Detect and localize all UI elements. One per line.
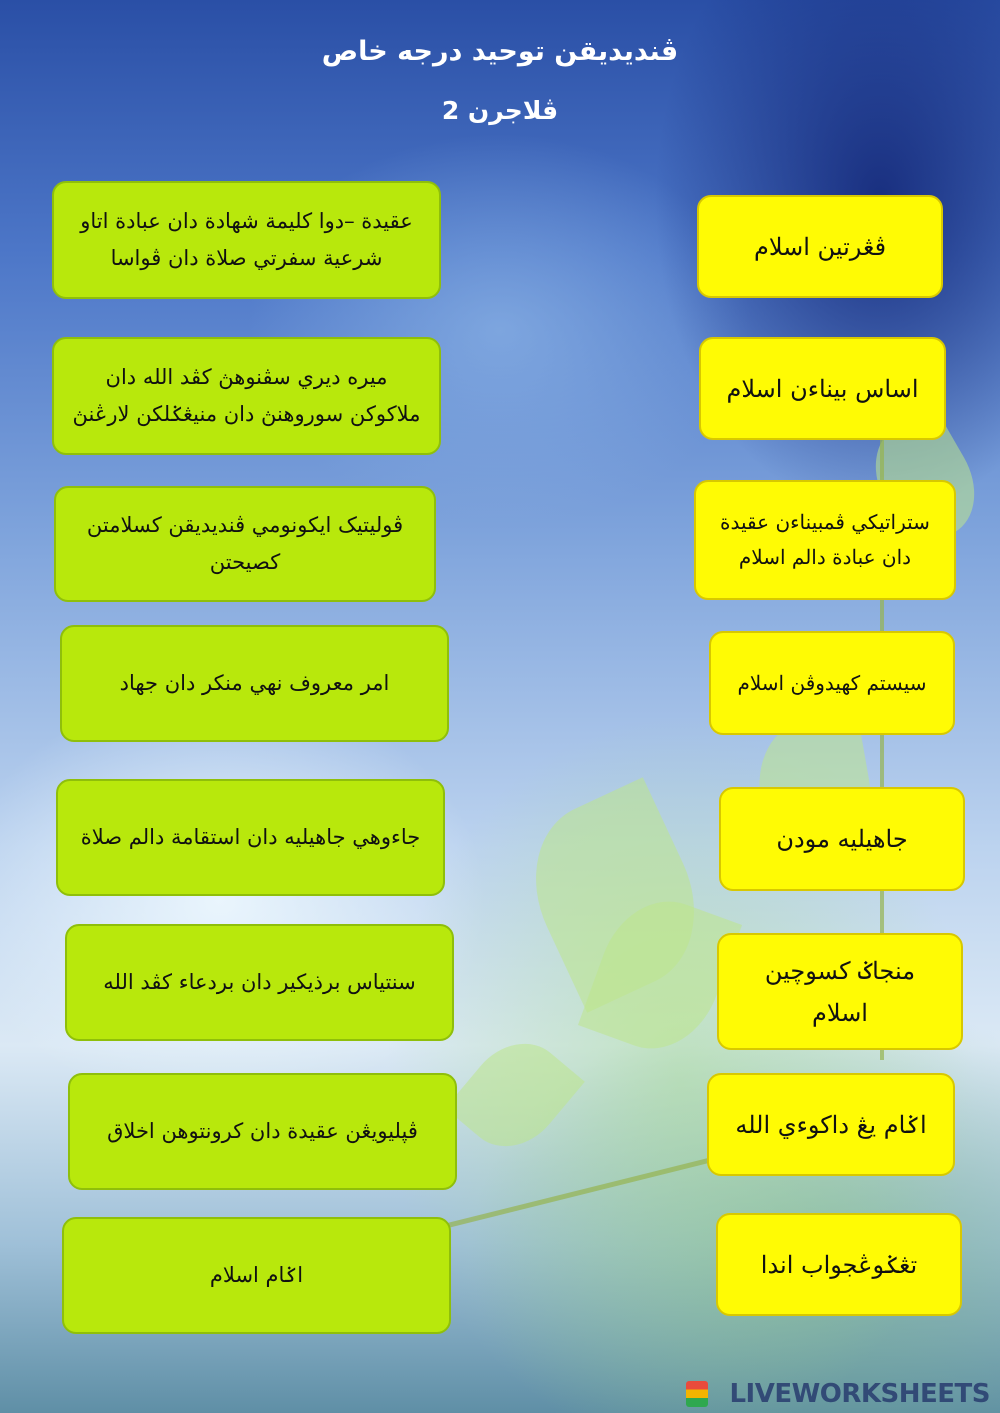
left-answer-box-1[interactable]: عقيدة –دوا كليمة شهادة دان عبادة اتاو شرعية سفرتي صلاة دان ڤواسا	[52, 181, 441, 299]
left-answer-box-8[interactable]: اݢام اسلام	[62, 1217, 451, 1334]
page-subtitle: ڤلاجرن 2	[441, 96, 559, 125]
left-answer-box-2[interactable]: ميره ديري سڤنوهڽ كڤد الله دان ملاكوكن سوروهنڽ دان منيڠݢلكن لارڠنڽ	[52, 337, 441, 455]
background-leaf	[445, 1024, 585, 1166]
page-title: ڤنديديقن توحيد درجه خاص	[321, 36, 679, 67]
right-topic-box-8[interactable]: تڠݢوڠجواب اندا	[716, 1213, 962, 1316]
left-answer-box-3[interactable]: ڤوليتيک ايكونومي ڤنديديقن كسلامتن كصيحتن	[54, 486, 436, 602]
left-answer-box-5[interactable]: جاءوهي جاهيليه دان استقامة دالم صلاة	[56, 779, 445, 896]
right-topic-box-5[interactable]: جاهيليه مودن	[719, 787, 965, 891]
right-topic-box-2[interactable]: اساس بيناءن اسلام	[699, 337, 946, 440]
right-topic-box-4[interactable]: سيستم كهيدوڤن اسلام	[709, 631, 955, 735]
right-topic-box-1[interactable]: ڤڠرتين اسلام	[697, 195, 943, 298]
left-answer-box-6[interactable]: سنتياس برذيكير دان بردعاء كڤد الله	[65, 924, 454, 1041]
left-answer-box-7[interactable]: ڤپليويڠن عقيدة دان كرونتوهن اخلاق	[68, 1073, 457, 1190]
right-topic-box-6[interactable]: منجاݢ كسوچين اسلام	[717, 933, 963, 1050]
right-topic-box-3[interactable]: ستراتيكي ڤمبيناءن عقيدة دان عبادة دالم اسلام	[694, 480, 956, 600]
watermark: LIVEWORKSHEETS	[729, 1379, 990, 1409]
background-stem	[424, 1151, 736, 1233]
left-answer-box-4[interactable]: امر معروف نهي منكر دان جهاد	[60, 625, 449, 742]
right-topic-box-7[interactable]: اݢام يڠ داكوءي الله	[707, 1073, 955, 1176]
liveworksheets-logo-icon	[686, 1381, 708, 1407]
